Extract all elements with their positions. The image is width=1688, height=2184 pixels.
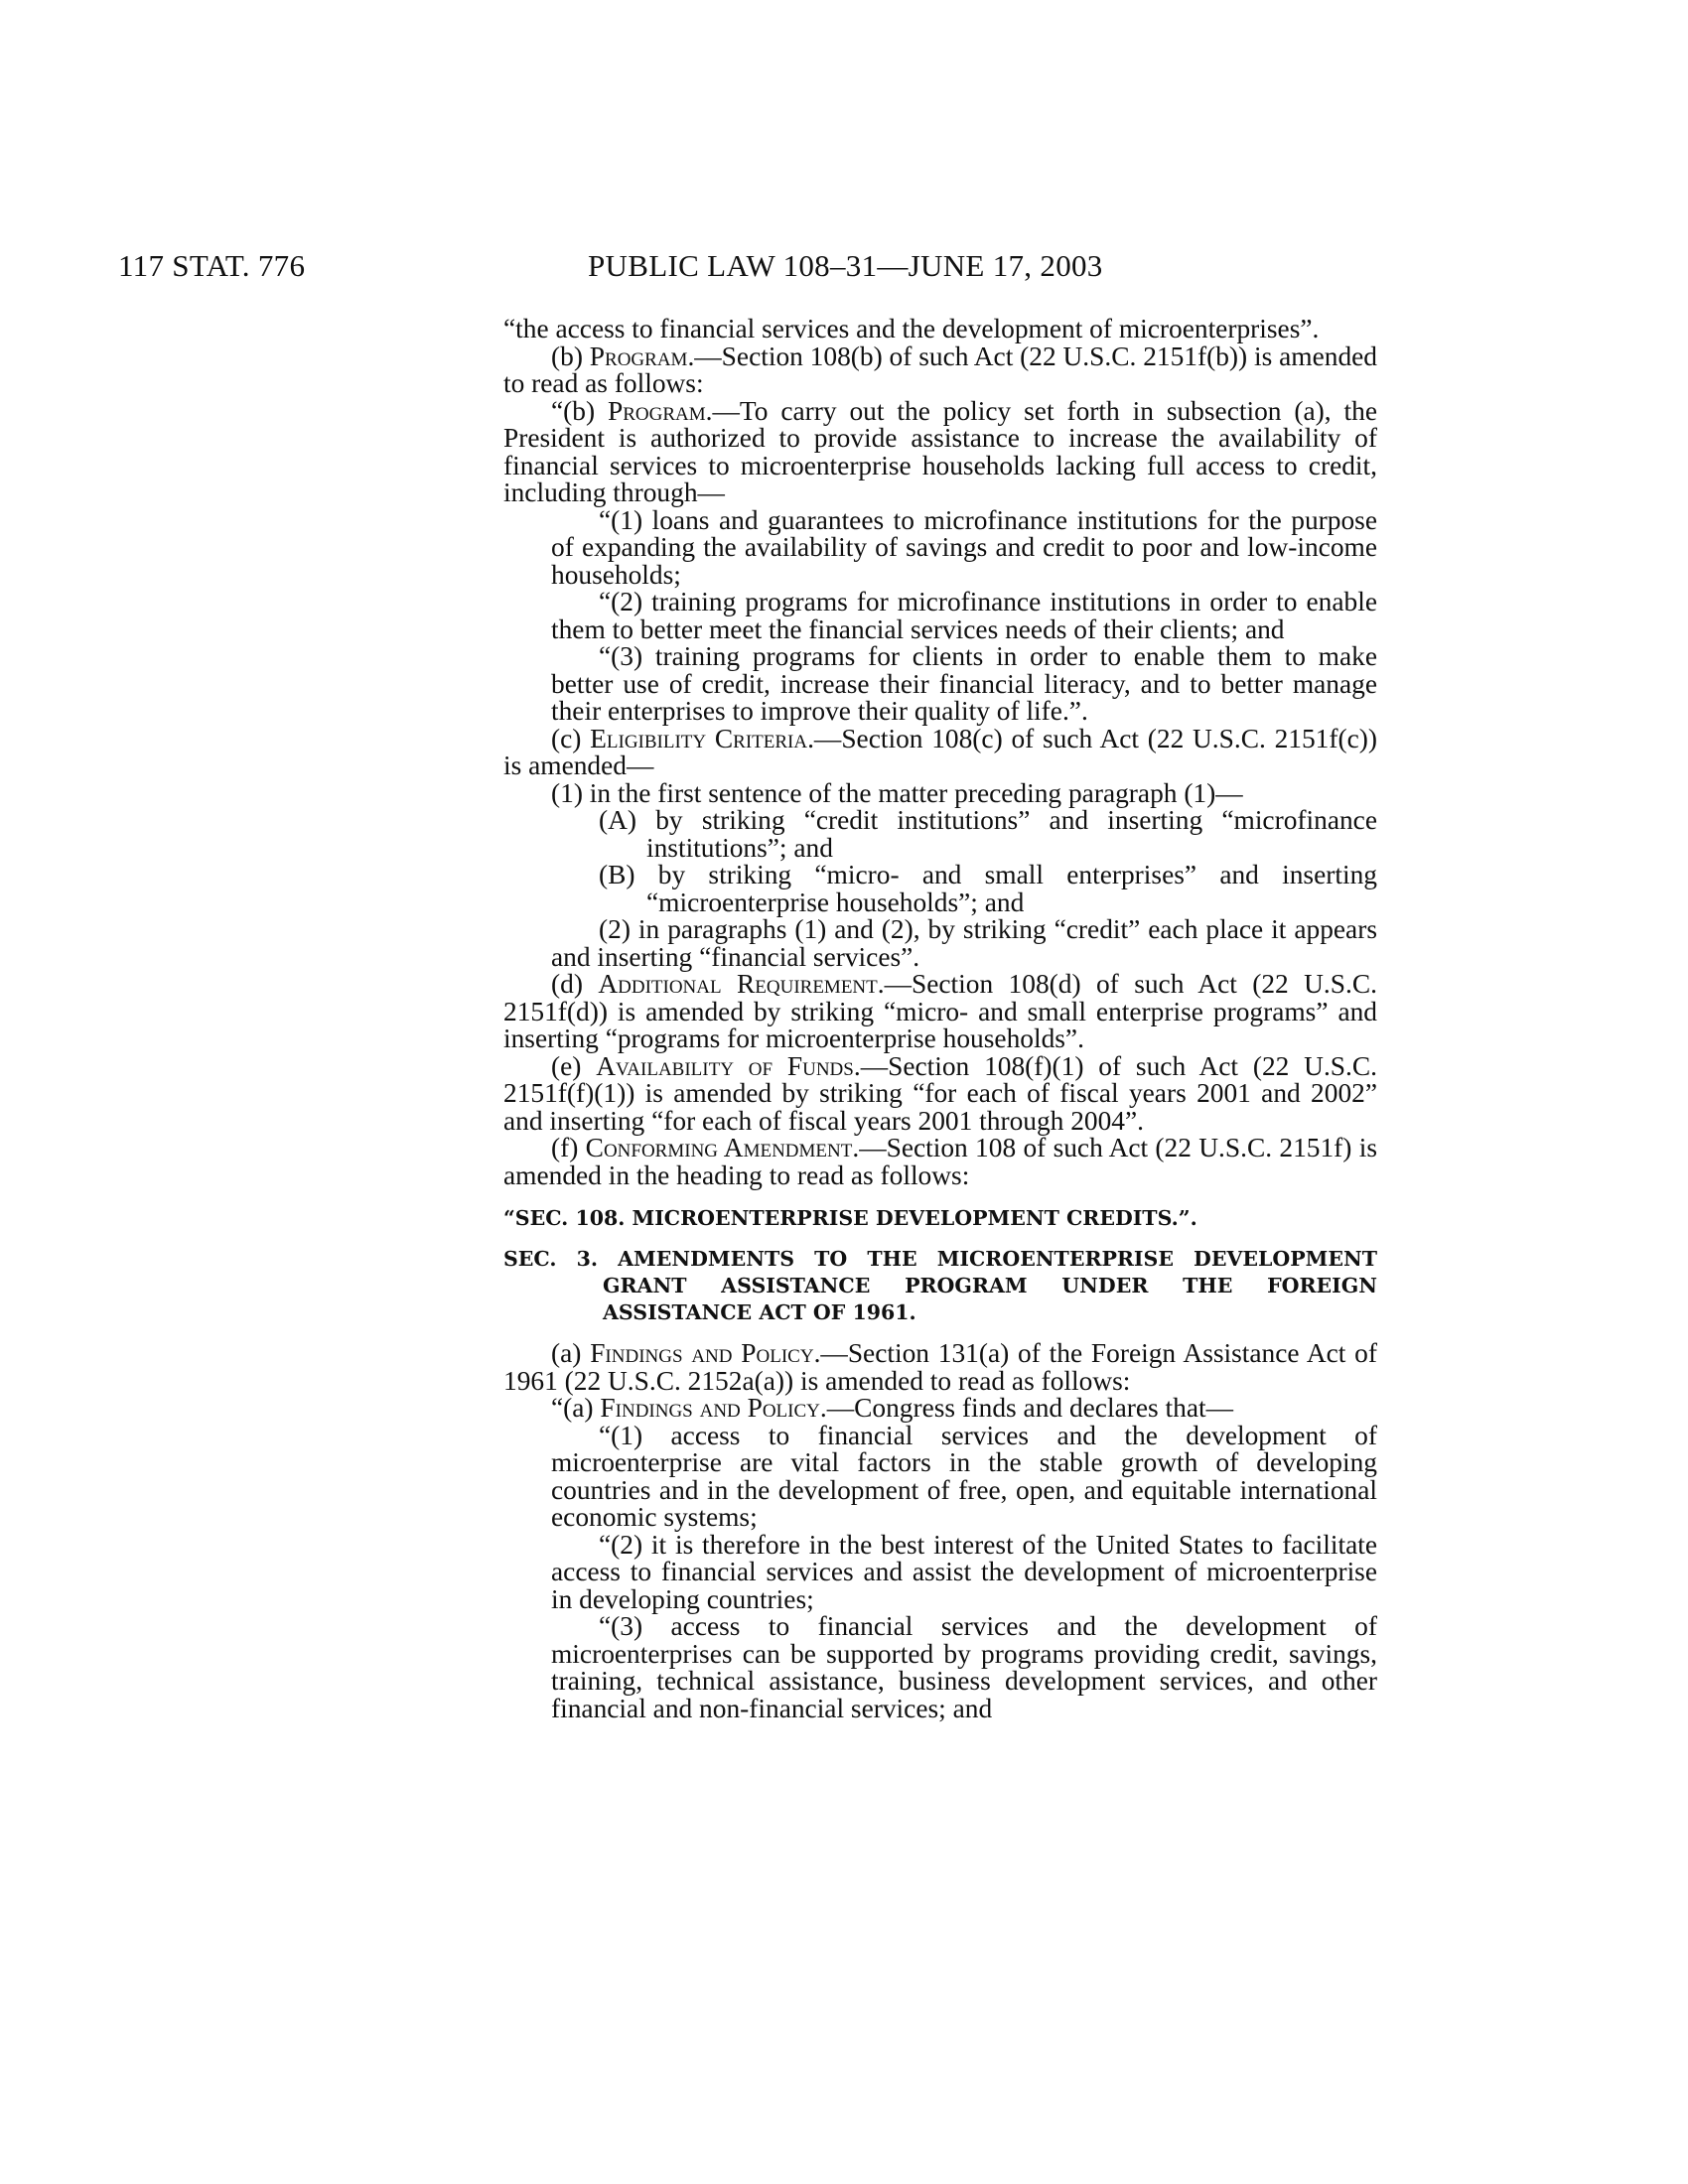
statute-page-citation: 117 STAT. 776 [118, 248, 306, 283]
paragraph-3: “(3) training programs for clients in order to enable them to make better use of credit, increase their financial literacy, and to better manage their enterprises to improve their quality of life.”. [551, 641, 1377, 726]
finding-2: “(2) it is therefore in the best interest of the United States to facilitate access to financial services and assist the development of microenterprise in developing countries; [551, 1529, 1377, 1614]
paragraph-1: “(1) loans and guarantees to microfinance institutions for the purpose of expanding the availability of savings and credit to poor and low-income households; [551, 504, 1377, 590]
subsection-b: (b) Program.—Section 108(b) of such Act (22 U.S.C. 2151f(b)) is amended to read as follows: [503, 341, 1377, 398]
subsection-e: (e) Availability of Funds.—Section 108(f)(1) of such Act (22 U.S.C. 2151f(f)(1)) is amended by striking “for each of fiscal years 2001 and 2002” and inserting “for each of fiscal years 2001 through 2004”. [503, 1050, 1377, 1136]
subsection-heading: Findings and Policy [600, 1393, 820, 1423]
subsection-d: (d) Additional Requirement.—Section 108(d) of such Act (22 U.S.C. 2151f(d)) is amended by striking “micro- and small enterprise programs” and inserting “programs for microenterprise households”. [503, 969, 1377, 1053]
subsection-c: (c) Eligibility Criteria.—Section 108(c) of such Act (22 U.S.C. 2151f(c)) is amended— [503, 723, 1377, 780]
subparagraph-b: (B) by striking “micro- and small enterprises” and inserting “microenterprise households”; and [599, 860, 1377, 917]
paragraph-2: “(2) training programs for microfinance institutions in order to enable them to better meet the financial services needs of their clients; and [551, 587, 1377, 644]
subsection-heading: Eligibility Criteria [590, 723, 808, 753]
subsection-heading: Availability of Funds [596, 1050, 854, 1081]
section-108-heading: “SEC. 108. MICROENTERPRISE DEVELOPMENT CREDITS.”. [503, 1206, 1197, 1230]
quoted-subsection-b: “(b) Program.—To carry out the policy set forth in subsection (a), the President is authorized to provide assistance to increase the availability of financial services to microenterprise households lacking full access to credit, including through— [503, 395, 1377, 507]
subparagraph-a: (A) by striking “credit institutions” and inserting “microfinance institutions”; and [599, 805, 1377, 863]
subsection-heading: Findings and Policy [590, 1338, 814, 1368]
paragraph-c-1: (1) in the first sentence of the matter preceding paragraph (1)— [551, 777, 1243, 808]
subsection-heading: Conforming Amendment [585, 1133, 853, 1162]
finding-1: “(1) access to financial services and the development of microenterprise are vital factors in the stable growth of developing countries and in the development of free, open, and equitable international economic systems; [551, 1420, 1377, 1532]
paragraph-continuation: “the access to financial services and the development of microenterprises”. [503, 314, 1320, 343]
subsection-heading: Program [608, 395, 706, 426]
running-header: PUBLIC LAW 108–31—JUNE 17, 2003 [588, 248, 1103, 283]
subsection-f: (f) Conforming Amendment.—Section 108 of such Act (22 U.S.C. 2151f) is amended in the heading to read as follows: [503, 1133, 1377, 1190]
quoted-subsection-a: “(a) Findings and Policy.—Congress finds and declares that— [551, 1393, 1233, 1423]
document-body [503, 316, 1377, 1722]
subsection-heading: Program [589, 341, 688, 371]
finding-3: “(3) access to financial services and the development of microenterprises can be supported by programs providing credit, savings, training, technical assistance, business development services, and other financial and non-financial services; and [551, 1611, 1377, 1723]
section-3-heading: SEC. 3. AMENDMENTS TO THE MICROENTERPRISE DEVELOPMENT GRANT ASSISTANCE PROGRAM UNDER THE FOREIGN ASSISTANCE ACT OF 1961. [503, 1247, 1377, 1324]
section-3-subsection-a: (a) Findings and Policy.—Section 131(a) of the Foreign Assistance Act of 1961 (22 U.S.C. 2152a(a)) is amended to read as follows: [503, 1338, 1377, 1396]
subsection-heading: Additional Requirement [598, 969, 878, 999]
paragraph-c-2: (2) in paragraphs (1) and (2), by striking “credit” each place it appears and inserting “financial services”. [551, 914, 1377, 972]
